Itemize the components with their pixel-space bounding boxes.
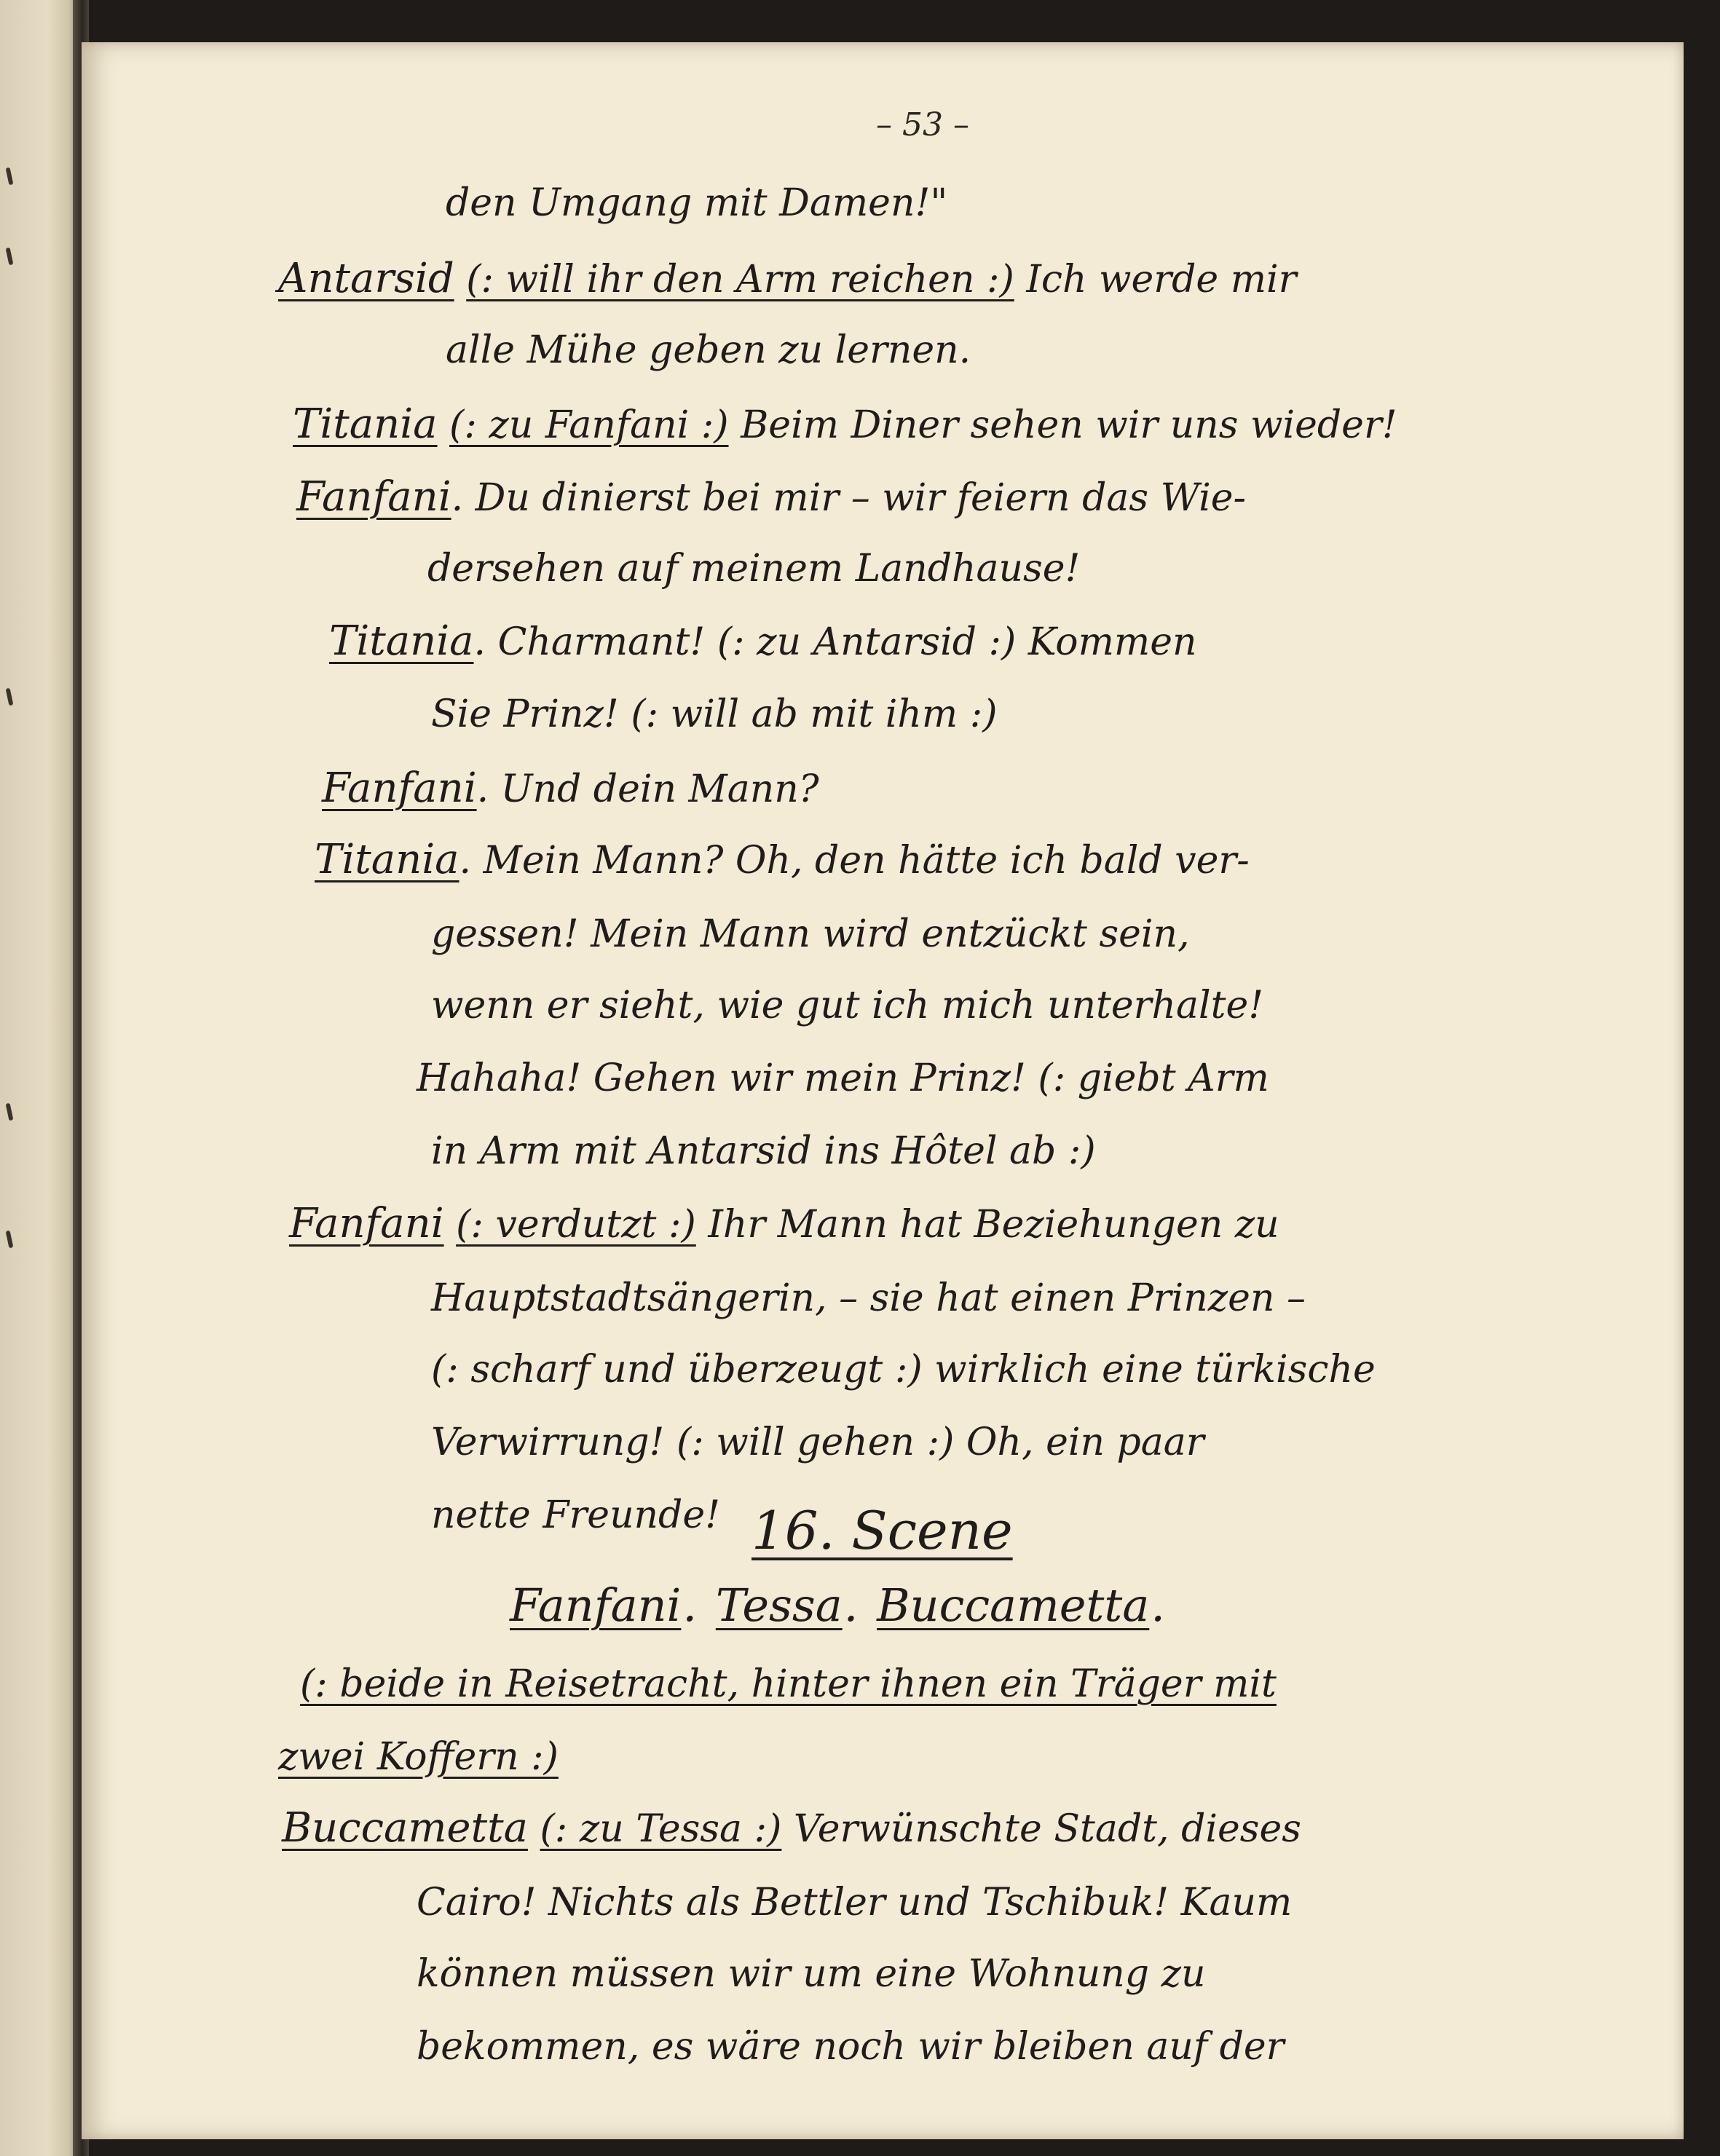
line <box>315 836 1250 885</box>
stage-direction: zwei Koffern :) <box>278 1735 559 1779</box>
line-text: Verwirrung! (: will gehen :) Oh, ein paar <box>431 1421 1204 1464</box>
speaker-name: Buccametta <box>282 1804 528 1852</box>
line <box>293 400 1397 449</box>
speaker-name: Fanfani <box>289 1200 444 1247</box>
speaker-name: Fanfani <box>322 765 477 812</box>
line-text: Hahaha! Gehen wir mein Prinz! (: giebt Arm <box>417 1057 1269 1100</box>
line-text: . Du dinierst bei mir – wir feiern das Wie- <box>451 476 1247 520</box>
line-text: nette Freunde! <box>431 1493 721 1537</box>
line <box>431 1274 1306 1322</box>
speaker-name: Antarsid <box>278 255 454 302</box>
line-text: den Umgang mit Damen!" <box>446 181 948 225</box>
line <box>431 1346 1376 1394</box>
line <box>282 1804 1301 1853</box>
line-text: Sie Prinz! (: will ab mit ihm :) <box>431 692 998 736</box>
line <box>300 1660 1277 1708</box>
line-text: können müssen wir um eine Wohnung zu <box>417 1952 1206 1996</box>
line-text: wenn er sieht, wie gut ich mich unterhalte! <box>431 984 1264 1027</box>
line-text: alle Mühe geben zu lernen. <box>446 328 971 372</box>
line <box>431 1491 720 1539</box>
line <box>289 1200 1279 1249</box>
line-text: dersehen auf meinem Landhause! <box>427 547 1081 591</box>
line <box>417 1054 1269 1102</box>
cast-member: Fanfani <box>510 1579 682 1632</box>
line <box>446 179 947 227</box>
line <box>322 765 819 813</box>
speaker-name: Titania <box>315 836 459 883</box>
line <box>427 545 1080 593</box>
speaker-name: Titania <box>293 400 438 448</box>
ink-mark <box>6 688 14 706</box>
line-text: . Charmant! (: zu Antarsid :) Kommen <box>473 620 1197 664</box>
manuscript-page <box>82 42 1684 2139</box>
line-text: Cairo! Nichts als Bettler und Tschibuk! Kaum <box>417 1881 1293 1924</box>
line <box>446 326 971 374</box>
line-text: Hauptstadtsängerin, – sie hat einen Prinzen – <box>431 1276 1306 1320</box>
line-text: gessen! Mein Mann wird entzückt sein, <box>431 912 1190 956</box>
line-text: (: scharf und überzeugt :) wirklich eine türkische <box>431 1348 1376 1391</box>
line-text: . Und dein Mann? <box>476 767 819 811</box>
line-text: Verwünschte Stadt, dieses <box>793 1807 1301 1851</box>
line <box>278 1733 559 1781</box>
line <box>431 1418 1204 1466</box>
line <box>329 617 1197 666</box>
line <box>431 910 1190 958</box>
line <box>278 255 1297 304</box>
cast-member: Tessa <box>715 1579 843 1632</box>
line <box>417 2023 1285 2071</box>
page-number: – 53 – <box>876 106 969 143</box>
speaker-name: Fanfani <box>296 473 451 521</box>
line-text: in Arm mit Antarsid ins Hôtel ab :) <box>431 1129 1096 1173</box>
ink-mark <box>6 1231 14 1249</box>
ink-mark <box>6 167 14 186</box>
scene-heading: 16. Scene <box>751 1500 1013 1561</box>
line-text: bekommen, es wäre noch wir bleiben auf der <box>417 2025 1285 2069</box>
stage-direction: (: zu Tessa :) <box>540 1807 782 1851</box>
line <box>417 1879 1292 1927</box>
line-text: Beim Diner sehen wir uns wieder! <box>741 403 1397 447</box>
line <box>431 982 1263 1030</box>
speaker-name: Titania <box>329 617 474 665</box>
line-text: Ich werde mir <box>1026 258 1297 301</box>
stage-direction: (: beide in Reisetracht, hinter ihnen ein Träger mit <box>300 1662 1277 1706</box>
ink-mark <box>6 1103 14 1121</box>
line <box>431 1127 1096 1175</box>
line-text: Ihr Mann hat Beziehungen zu <box>708 1203 1279 1247</box>
ink-mark <box>6 248 14 266</box>
stage-direction: (: zu Fanfani :) <box>449 403 729 447</box>
line <box>296 473 1246 522</box>
stage-direction: (: will ihr den Arm reichen :) <box>466 258 1014 301</box>
stage-direction: (: verdutzt :) <box>456 1203 696 1247</box>
cast-member: Buccametta <box>877 1579 1150 1632</box>
line <box>417 1950 1206 1998</box>
scene-cast: Fanfani. Tessa. Buccametta. <box>510 1579 1166 1632</box>
line <box>431 690 998 738</box>
line-text: . Mein Mann? Oh, den hätte ich bald ver- <box>459 839 1250 882</box>
